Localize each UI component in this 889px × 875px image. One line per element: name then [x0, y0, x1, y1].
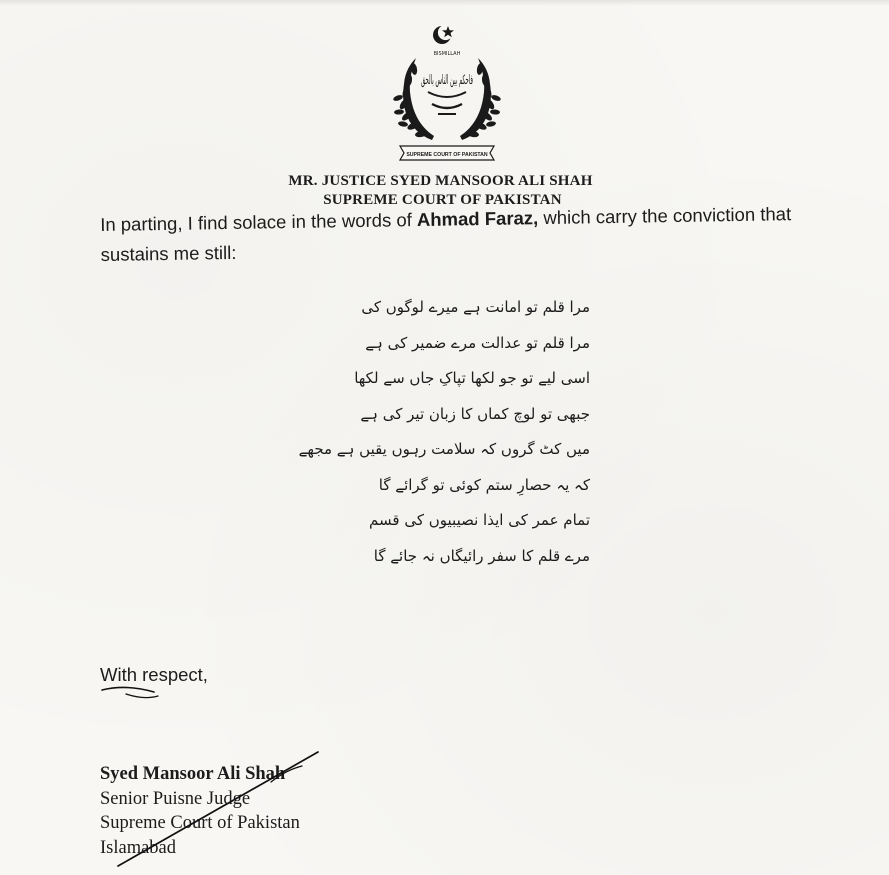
poem-line-1: مرا قلم تو امانت ہے میرے لوگوں کی	[361, 298, 590, 316]
paper-edge-shadow	[0, 0, 889, 6]
signatory-court: Supreme Court of Pakistan	[100, 813, 300, 833]
intro-text-start: In parting, I find solace in the words of	[100, 209, 418, 235]
supreme-court-emblem	[392, 22, 502, 162]
signatory-city: Islamabad	[100, 837, 177, 858]
closing-salutation: With respect,	[100, 664, 208, 685]
poem-line-8: مرے قلم کا سفر رائیگاں نہ جائے گا	[373, 546, 590, 565]
svg-text:SUPREME COURT OF PAKISTAN: SUPREME COURT OF PAKISTAN	[406, 152, 488, 158]
poem-line-2: مرا قلم تو عدالت مرے ضمیر کی ہے	[365, 333, 590, 352]
intro-paragraph	[100, 199, 821, 270]
emblem-graphic	[392, 22, 502, 162]
signatory-title: Senior Puisne Judge	[100, 788, 251, 809]
court-heading: SUPREME COURT OF PAKISTAN	[323, 192, 562, 208]
urdu-poem	[300, 290, 590, 574]
poem-line-5: میں کٹ گروں کہ سلامت رہوں یقیں ہے مجھے	[298, 440, 590, 458]
svg-text:فاحکم بین الناس بالحق: فاحکم بین الناس بالحق	[421, 73, 473, 88]
signature-block	[100, 762, 300, 860]
signatory-name: Syed Mansoor Ali Shah	[100, 764, 286, 784]
intro-text-end: which carry the conviction that sustains me still:	[100, 203, 792, 265]
svg-text:BISMILLAH: BISMILLAH	[433, 51, 461, 57]
poem-line-6: کہ یہ حصارِ ستم کوئی تو گرائے گا	[378, 475, 590, 494]
poem-line-3: اسی لیے تو جو لکھا تپاکِ جاں سے لکھا	[354, 369, 590, 387]
justice-name-heading: MR. JUSTICE SYED MANSOOR ALI SHAH	[288, 173, 593, 189]
poem-line-4: جبھی تو لوچ کماں کا زبان تیر کی ہے	[360, 404, 590, 423]
poem-line-7: تمام عمر کی ایذا نصیبیوں کی قسم	[369, 511, 590, 529]
poet-name: Ahmad Faraz,	[416, 207, 539, 231]
